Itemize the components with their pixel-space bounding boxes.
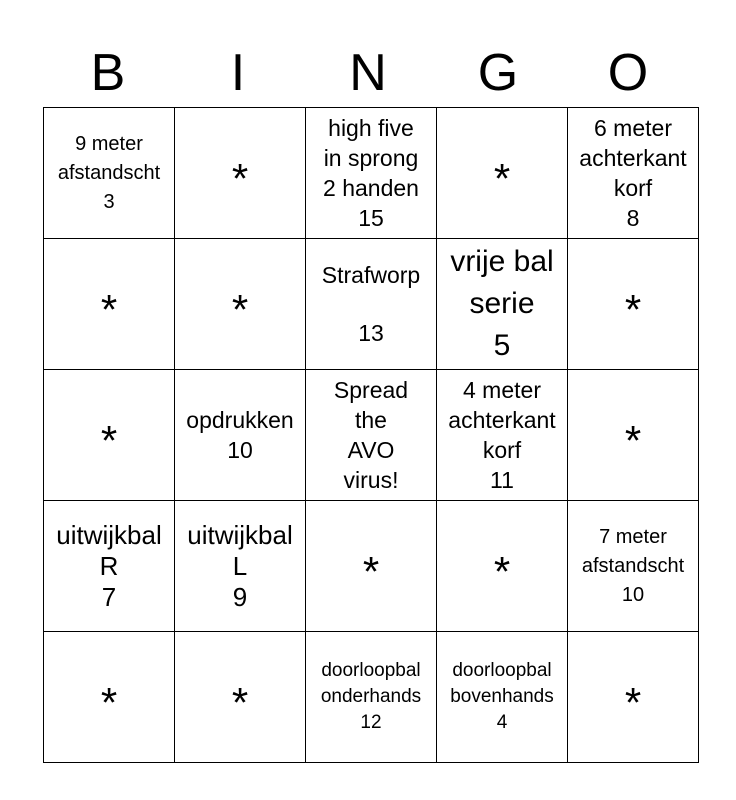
cell-line: uitwijkbal xyxy=(56,519,162,550)
cell-line: high five xyxy=(328,115,414,141)
bingo-cell[interactable] xyxy=(44,501,175,632)
bingo-cell[interactable] xyxy=(306,501,437,632)
cell-star: * xyxy=(231,286,249,333)
bingo-grid xyxy=(43,107,699,763)
cell-line: 9 xyxy=(232,581,248,612)
cell-line: 9 meter xyxy=(75,132,143,155)
cell-line: bovenhands xyxy=(450,686,554,707)
bingo-cell[interactable] xyxy=(175,108,306,239)
cell-line: Spread xyxy=(333,377,409,403)
bingo-cell[interactable] xyxy=(568,501,699,632)
cell-star: * xyxy=(100,679,118,726)
bingo-cell[interactable] xyxy=(175,632,306,763)
cell-line: 15 xyxy=(358,205,384,231)
cell-line: 7 meter xyxy=(599,525,667,548)
cell-line: 10 xyxy=(621,583,645,606)
cell-line: korf xyxy=(482,437,522,463)
bingo-cell[interactable] xyxy=(44,370,175,501)
bingo-cell[interactable] xyxy=(437,370,568,501)
cell-star: * xyxy=(231,155,249,202)
cell-star: * xyxy=(624,286,642,333)
cell-line: 12 xyxy=(360,712,382,733)
cell-line: achterkant xyxy=(579,145,687,171)
header-letter-n: N xyxy=(349,44,387,102)
cell-star: * xyxy=(100,286,118,333)
bingo-cell[interactable] xyxy=(306,239,437,370)
bingo-cell[interactable] xyxy=(175,370,306,501)
bingo-cell[interactable] xyxy=(437,632,568,763)
bingo-cell[interactable] xyxy=(437,108,568,239)
bingo-cell[interactable] xyxy=(44,108,175,239)
bingo-cell[interactable] xyxy=(175,239,306,370)
cell-line: 2 handen xyxy=(323,175,419,201)
cell-line: vrije bal xyxy=(450,245,554,278)
cell-star: * xyxy=(624,417,642,464)
bingo-cell[interactable] xyxy=(568,370,699,501)
cell-line: virus! xyxy=(343,467,399,493)
bingo-cell[interactable] xyxy=(306,632,437,763)
cell-star: * xyxy=(493,155,511,202)
cell-line: the xyxy=(355,407,387,433)
cell-line: onderhands xyxy=(320,686,422,707)
bingo-cell[interactable] xyxy=(568,108,699,239)
cell-line: achterkant xyxy=(448,407,556,433)
cell-line: 10 xyxy=(227,437,253,463)
cell-star: * xyxy=(100,417,118,464)
cell-line: 4 xyxy=(496,712,508,733)
cell-line: AVO xyxy=(347,437,395,463)
cell-line: 3 xyxy=(103,190,115,213)
cell-line: 7 xyxy=(101,581,117,612)
cell-line: 4 meter xyxy=(463,377,541,403)
cell-line: 6 meter xyxy=(594,115,672,141)
bingo-cell[interactable] xyxy=(44,239,175,370)
bingo-cell[interactable] xyxy=(437,239,568,370)
cell-line: serie xyxy=(469,287,535,320)
bingo-cell[interactable] xyxy=(568,632,699,763)
cell-line: korf xyxy=(613,175,653,201)
cell-line: doorloopbal xyxy=(452,660,552,681)
cell-line: Strafworp xyxy=(321,262,421,288)
cell-line: afstandscht xyxy=(581,554,685,577)
bingo-cell[interactable] xyxy=(568,239,699,370)
cell-star: * xyxy=(362,548,380,595)
cell-star: * xyxy=(624,679,642,726)
bingo-cell[interactable] xyxy=(175,501,306,632)
grid-row xyxy=(44,370,699,501)
grid-row xyxy=(44,632,699,763)
cell-line: opdrukken xyxy=(186,407,294,433)
bingo-cell[interactable] xyxy=(44,632,175,763)
header-letter-g: G xyxy=(477,44,519,102)
bingo-cell[interactable] xyxy=(306,370,437,501)
grid-row xyxy=(44,108,699,239)
bingo-cell[interactable] xyxy=(437,501,568,632)
grid-row xyxy=(44,239,699,370)
cell-star: * xyxy=(493,548,511,595)
cell-line: 11 xyxy=(490,467,514,493)
bingo-header xyxy=(43,40,693,106)
cell-line: uitwijkbal xyxy=(187,519,293,550)
cell-line: doorloopbal xyxy=(321,660,421,681)
cell-line: R xyxy=(99,550,119,581)
cell-line: afstandscht xyxy=(57,161,161,184)
grid-row xyxy=(44,501,699,632)
bingo-cell[interactable] xyxy=(306,108,437,239)
header-letter-b: B xyxy=(90,44,126,102)
cell-line: L xyxy=(232,550,248,581)
cell-line: 8 xyxy=(626,205,640,231)
header-letter-o: O xyxy=(607,44,649,102)
cell-line: 5 xyxy=(493,329,511,362)
cell-line: 13 xyxy=(358,320,384,346)
cell-star: * xyxy=(231,679,249,726)
header-letter-i: I xyxy=(230,44,246,102)
cell-line: in sprong xyxy=(323,145,419,171)
